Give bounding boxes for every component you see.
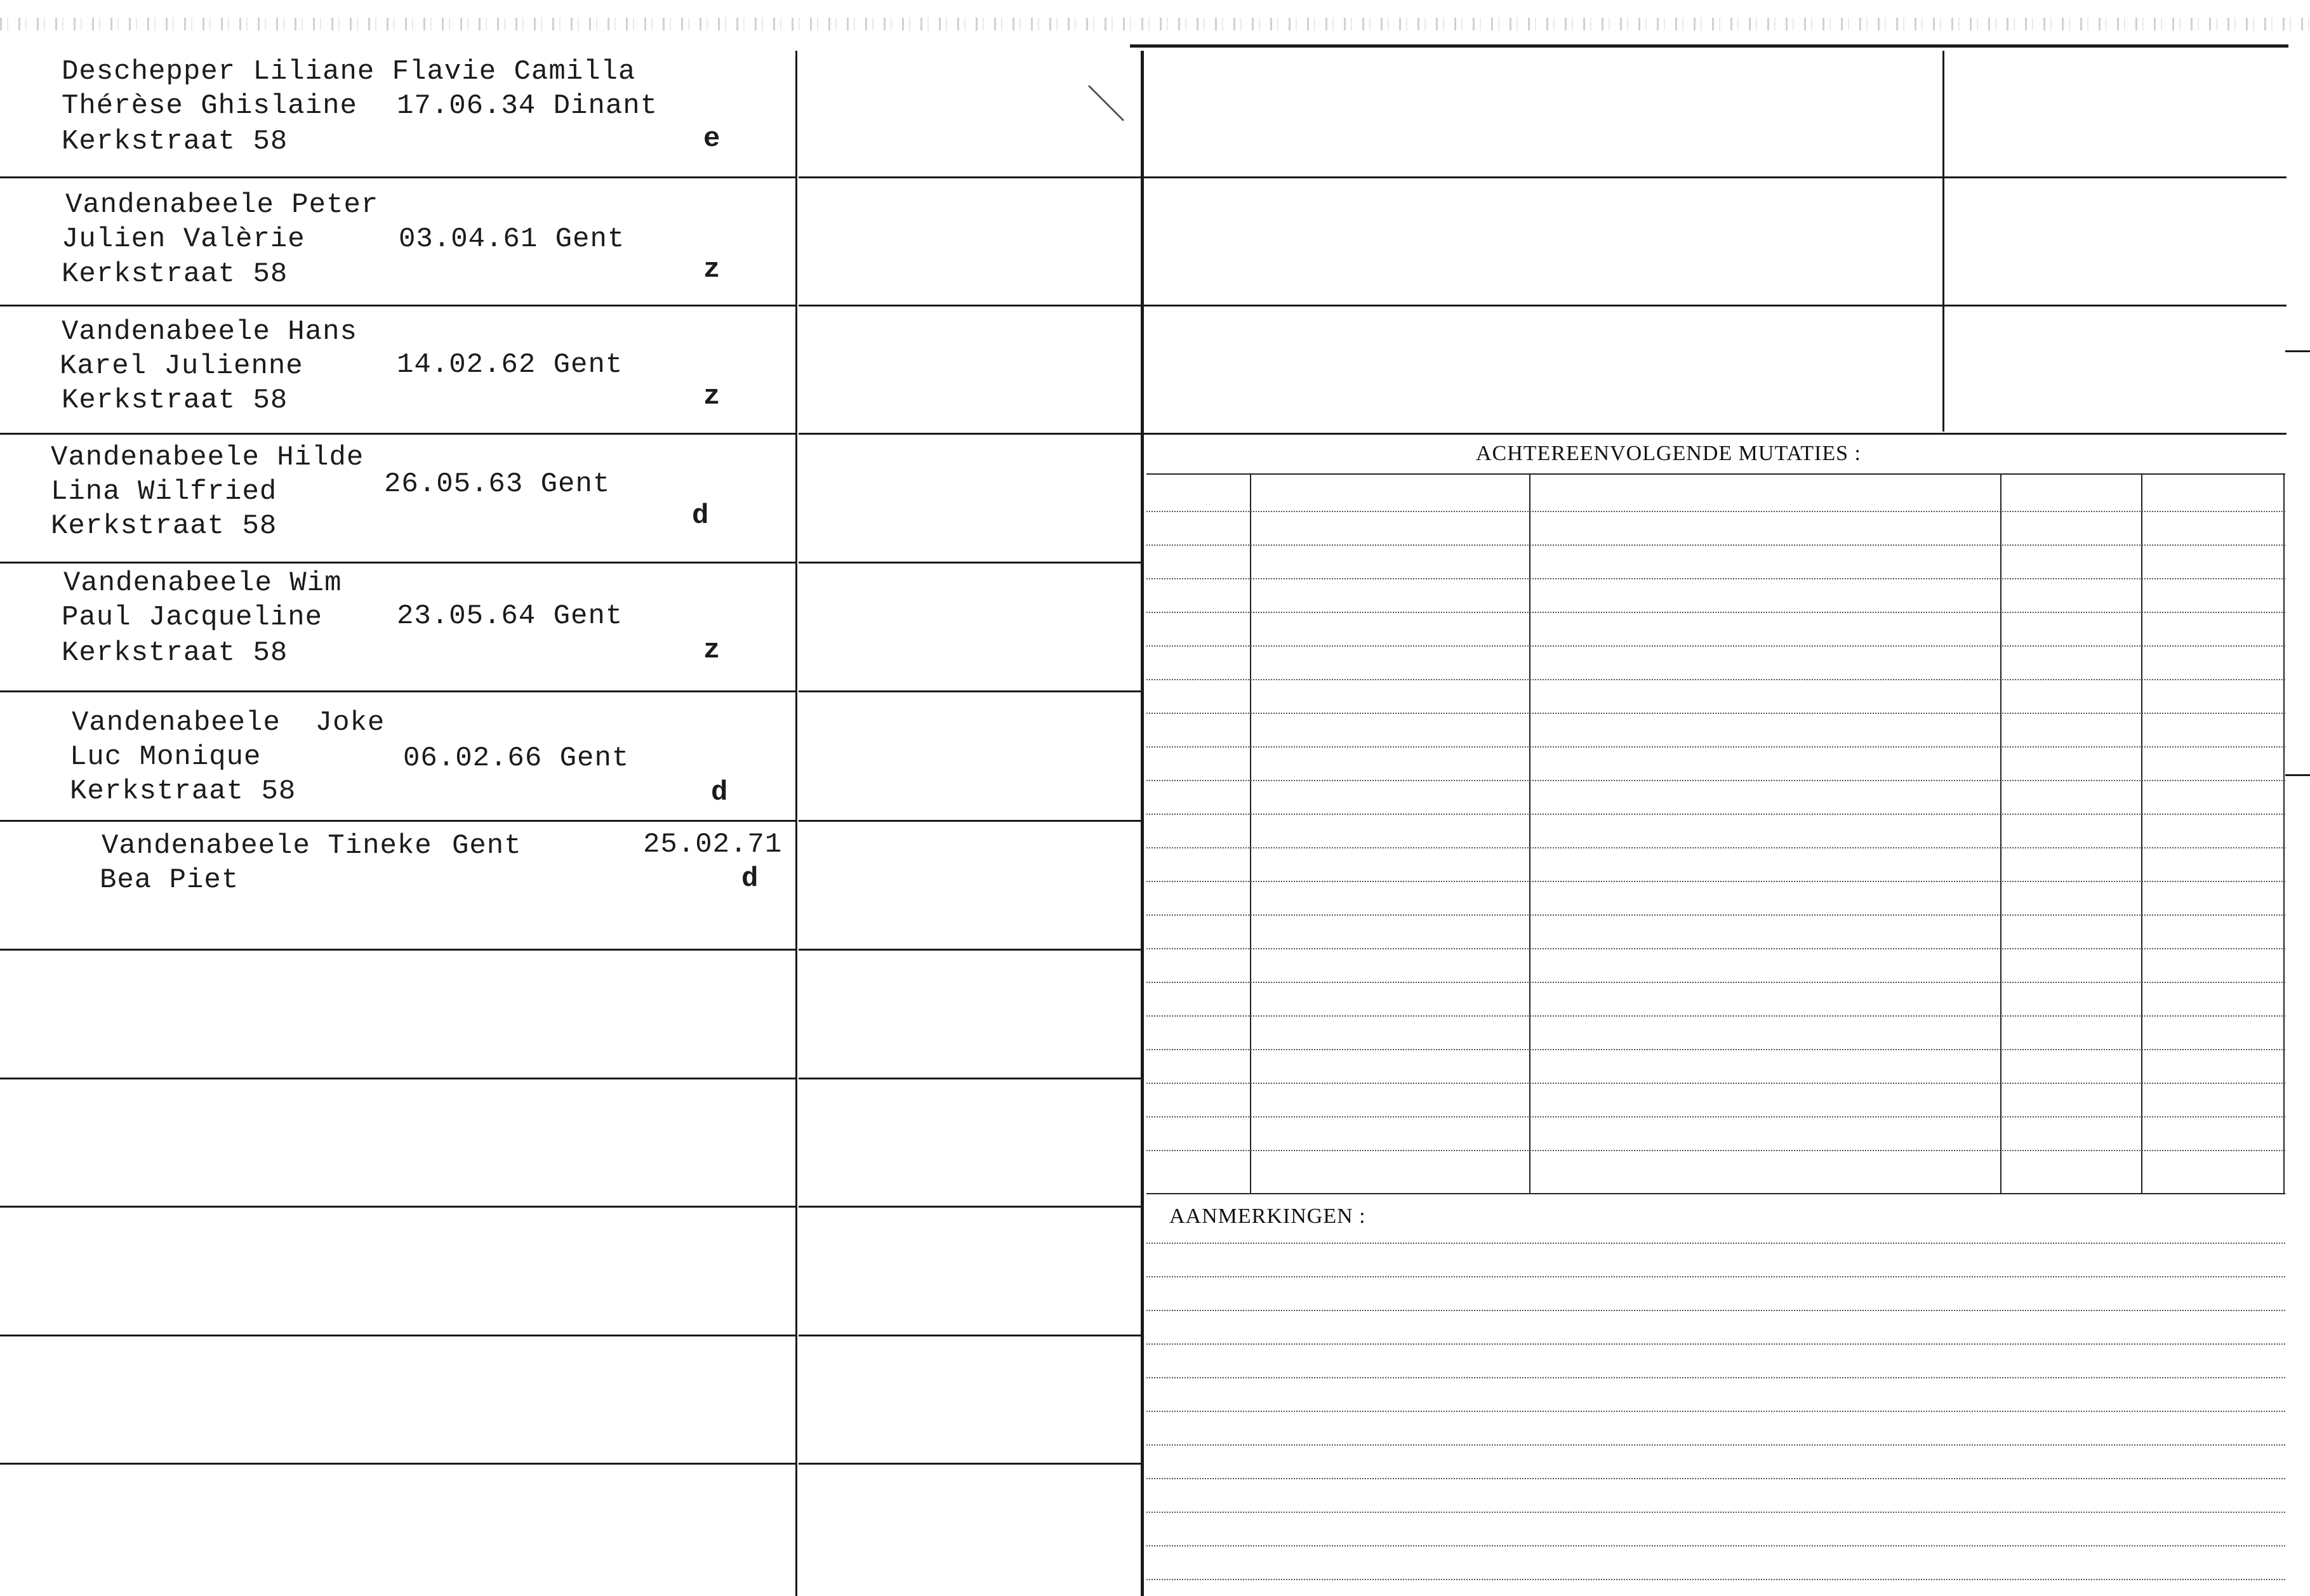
resident-given-names: Lina Wilfried [51, 476, 277, 508]
dotted-line [1146, 1243, 2285, 1244]
row-line [799, 176, 1141, 178]
row-line [799, 1335, 1141, 1336]
row-line [0, 690, 795, 692]
resident-given-names: Thérèse Ghislaine [62, 90, 357, 122]
pencil-mark [1085, 82, 1130, 127]
dotted-line [1146, 1478, 2285, 1479]
row-line [799, 562, 1141, 564]
mutations-col-line [2000, 475, 2001, 1194]
resident-code: d [741, 863, 759, 895]
row-line [0, 176, 795, 178]
resident-given-names: Bea Piet [100, 864, 239, 896]
resident-code: d [711, 777, 728, 808]
resident-code: z [703, 635, 720, 666]
dotted-line [1146, 679, 2285, 680]
dotted-line [1146, 1049, 2285, 1050]
margin-tick [2285, 350, 2310, 352]
row-line [799, 1463, 1141, 1465]
top-border-line [1130, 44, 2288, 48]
resident-birth: 06.02.66 Gent [403, 742, 630, 774]
dotted-line [1146, 1150, 2285, 1151]
dotted-line [1146, 1015, 2285, 1017]
dotted-line [1146, 881, 2285, 882]
row-line [0, 1463, 795, 1465]
resident-given-names: Luc Monique [70, 741, 262, 773]
mutations-top-line [1146, 473, 2285, 475]
resident-name: Vandenabeele Joke [72, 707, 385, 739]
dotted-line [1146, 1545, 2285, 1547]
row-line [0, 1078, 795, 1079]
resident-address: Kerkstraat 58 [62, 637, 288, 669]
remarks-heading: AANMERKINGEN : [1169, 1204, 1366, 1228]
mutations-col-line [2141, 475, 2142, 1194]
resident-address: Kerkstraat 58 [62, 126, 288, 157]
dotted-line [1146, 746, 2285, 748]
resident-birth: 03.04.61 Gent [399, 223, 625, 255]
dotted-line [1146, 1310, 2285, 1311]
mutations-heading: ACHTEREENVOLGENDE MUTATIES : [1476, 442, 1861, 465]
dotted-line [1146, 578, 2285, 579]
resident-address: Kerkstraat 58 [51, 510, 277, 542]
row-line [799, 433, 1141, 435]
dotted-line [1146, 612, 2285, 613]
resident-birth: 26.05.63 Gent [384, 468, 611, 500]
dotted-line [1146, 780, 2285, 781]
row-line [799, 305, 1141, 307]
right-row-line [1144, 433, 2287, 435]
dotted-line [1146, 511, 2285, 512]
resident-birth: 14.02.62 Gent [397, 349, 623, 381]
scan-noise [0, 18, 2310, 30]
row-line [799, 949, 1141, 951]
dotted-line [1146, 713, 2285, 714]
right-row-line [1144, 305, 2287, 307]
row-line [799, 1078, 1141, 1079]
mutations-col-line [1529, 475, 1530, 1194]
left-column-divider [795, 51, 797, 1596]
resident-name: Deschepper Liliane Flavie Camilla [62, 56, 636, 88]
dotted-line [1146, 1512, 2285, 1513]
dotted-line [1146, 1083, 2285, 1084]
resident-code: z [703, 254, 720, 286]
resident-address: Kerkstraat 58 [62, 258, 288, 290]
resident-birth: 23.05.64 Gent [397, 600, 623, 632]
dotted-line [1146, 982, 2285, 983]
resident-code: d [692, 500, 709, 532]
dotted-line [1146, 544, 2285, 546]
dotted-line [1146, 1377, 2285, 1378]
right-top-divider [1942, 51, 1944, 432]
row-line [799, 820, 1141, 822]
row-line [0, 1335, 795, 1336]
mutations-col-line [2283, 475, 2285, 1194]
dotted-line [1146, 1343, 2285, 1345]
row-line [0, 433, 795, 435]
row-line [799, 690, 1141, 692]
dotted-line [1146, 948, 2285, 949]
resident-code: z [703, 381, 720, 412]
resident-given-names: Julien Valèrie [62, 223, 305, 255]
resident-birth: 17.06.34 Dinant [397, 90, 658, 122]
row-line [0, 305, 795, 307]
dotted-line [1146, 1276, 2285, 1277]
right-row-line [1144, 176, 2287, 178]
resident-given-names: Paul Jacqueline [62, 602, 323, 633]
resident-birth-place: Gent [452, 830, 522, 862]
middle-column-divider [1141, 51, 1144, 1596]
mutations-col-line [1250, 475, 1251, 1194]
dotted-line [1146, 645, 2285, 647]
margin-tick [2285, 774, 2310, 776]
row-line [0, 1206, 795, 1208]
resident-name: Vandenabeele Hans [62, 316, 357, 348]
dotted-line [1146, 914, 2285, 916]
resident-name: Vandenabeele Peter [65, 189, 379, 221]
resident-code: e [703, 123, 720, 155]
resident-name: Vandenabeele Tineke [102, 830, 432, 862]
dotted-line [1146, 1116, 2285, 1118]
resident-given-names: Karel Julienne [60, 350, 303, 382]
dotted-line [1146, 847, 2285, 848]
dotted-line [1146, 1411, 2285, 1412]
row-line [0, 562, 795, 564]
resident-name: Vandenabeele Hilde [51, 442, 364, 473]
dotted-line [1146, 1579, 2285, 1580]
dotted-line [1146, 1444, 2285, 1446]
mutations-bottom-line [1146, 1193, 2285, 1194]
row-line [0, 820, 795, 822]
resident-birth-date: 25.02.71 [643, 829, 783, 861]
resident-name: Vandenabeele Wim [63, 567, 342, 599]
row-line [0, 949, 795, 951]
row-line [799, 1206, 1141, 1208]
dotted-line [1146, 814, 2285, 815]
resident-address: Kerkstraat 58 [62, 385, 288, 416]
resident-address: Kerkstraat 58 [70, 775, 296, 807]
